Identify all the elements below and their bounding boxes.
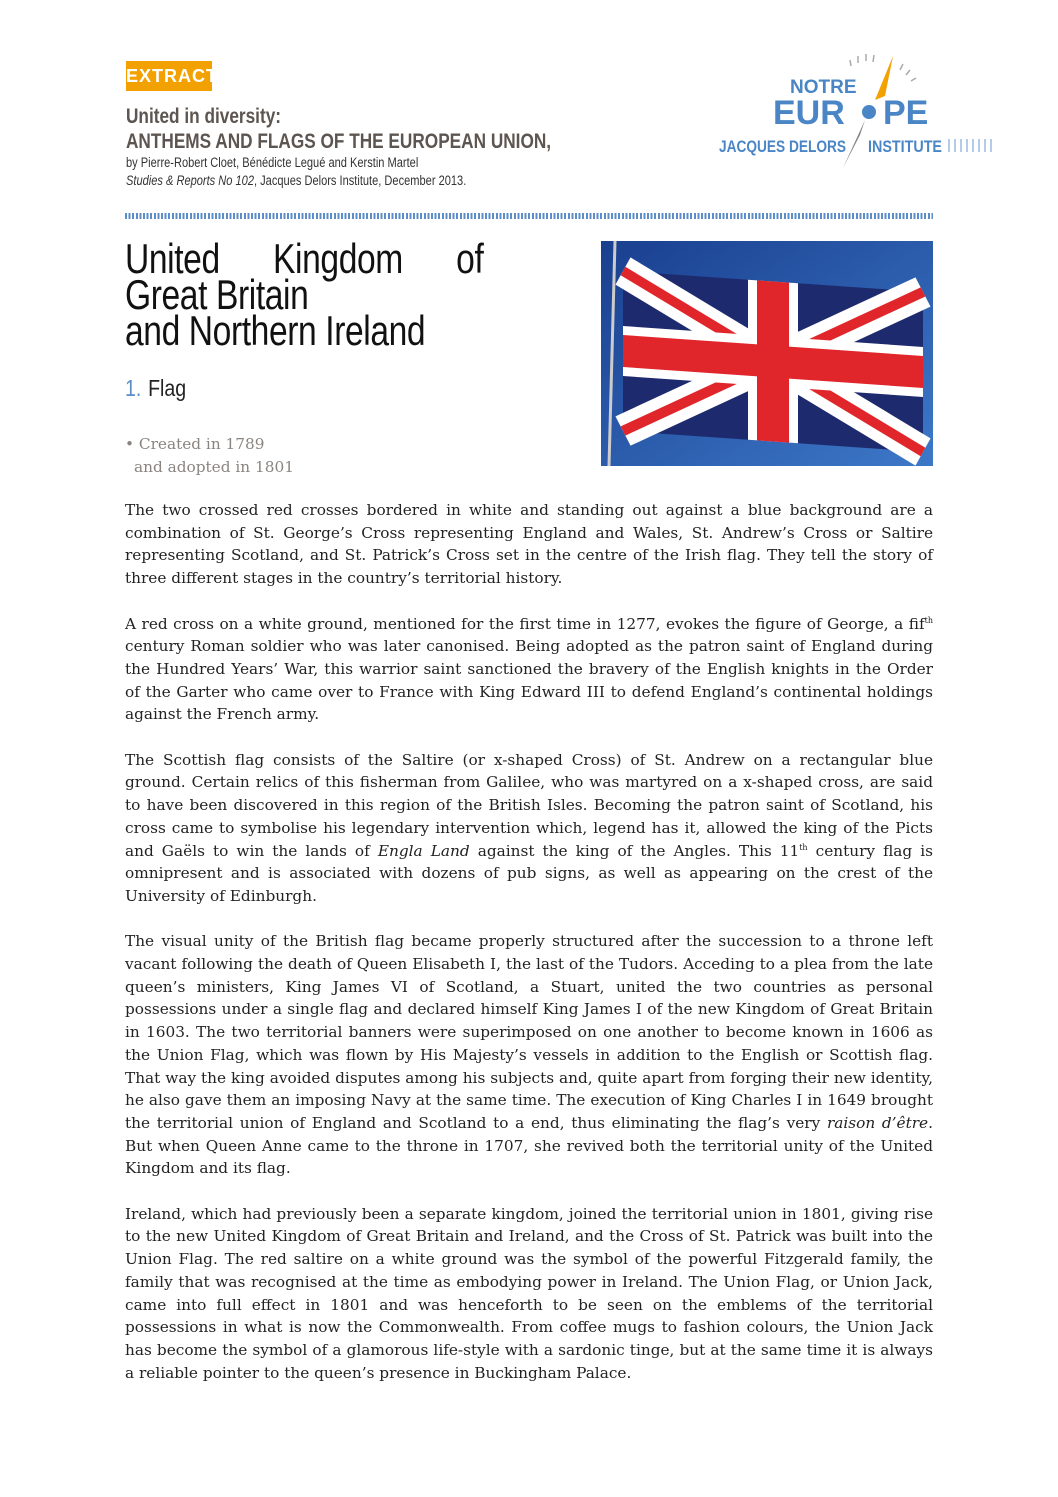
- page-title: [125, 235, 573, 354]
- paragraph-text: The two crossed red crosses bordered in white and standing out against a blue background are a combination of St. George’s Cross representing England and Wales, St. Andrew’s Cross or Saltire representing Scotland, and St. Patrick’s Cross set in the centre of the Irish flag. They tell the story of three different stages in the country’s territorial history.: [125, 501, 933, 588]
- logo-jacques-delors: JACQUES DELORS: [719, 137, 846, 156]
- logo-pe: PE: [883, 94, 929, 132]
- publication-header: [126, 104, 551, 190]
- paragraph-text: . But when Queen Anne came to the throne in 1707, she revived both the territorial unity of the United Kingdom and its flag.: [125, 1113, 933, 1178]
- italic-text: Engla Land: [377, 841, 470, 860]
- union-jack-photo: [601, 241, 933, 466]
- fact-adopted: and adopted in 1801: [134, 458, 294, 476]
- paragraph-text: century flag is omnipresent and is associated with dozens of pub signs, as well as appearing on the crest of the University of Edinburgh.: [125, 841, 934, 905]
- series-name: Studies & Reports No 102: [126, 173, 254, 188]
- fact-created: Created in 1789: [138, 435, 265, 453]
- paragraph-text: A red cross on a white ground, mentioned for the first time in 1277, evokes the figure of George, a fif: [125, 614, 925, 633]
- citation-rest: , Jacques Delors Institute, December 2013.: [253, 173, 467, 188]
- paragraph-text: Ireland, which had previously been a separate kingdom, joined the territorial union in 1801, giving rise to the new United Kingdom of Great Britain and Ireland, and the Cross of St. Patrick was built into the Union Flag. The red saltire on a white ground was the symbol of the powerful Fitzgerald family, the family that was recognised at the time as embodying power in Ireland. The Union Flag, or Union Jack, came into full effect in 1801 and was henceforth to be seen on the emblems of the territorial possessions in what is now the Commonwealth. From coffee mugs to fashion colours, the Union Jack has become the symbol of a glamorous life-style with a sardonic tinge, but at the same time it is always a reliable pointer to the queen’s presence in Buckingham Palace.: [125, 1204, 933, 1382]
- dotted-divider: [125, 213, 933, 219]
- paragraph-text: century Roman soldier who was later canonised. Being adopted as the patron saint of England during the Hundred Years’ War, this warrior saint sanctioned the bravery of the English knights in the Order of the Garter who came over to France with King Edward III to defend England’s continental holdings against the French army.: [125, 637, 933, 724]
- title-line-2: and Northern Ireland: [125, 307, 426, 354]
- italic-text: raison d’être: [826, 1113, 929, 1132]
- publication-title: ANTHEMS AND FLAGS OF THE EUROPEAN UNION,: [126, 130, 552, 153]
- paragraph-text: The visual unity of the British flag became properly structured after the succession to a throne left vacant following the death of Queen Elisabeth I, the last of the Tudors. Acceding to a plea from the late queen’s ministers, King James VI of Scotland, a Stuart, united the two countries as personal possessions under a single flag and declared himself King James I of the new Kingdom of Great Britain in 1603. The two territorial banners were superimposed on one another to become known in 1606 as the Union Flag, which was flown by His Majesty’s vessels in addition to the English or Scottish flag. That way the king avoided disputes among his subjects and, quite apart from forging their new identity, he also gave them an imposing Navy at the same time. The execution of King Charles I in 1649 brought the territorial union of England and Scotland to a end, thus eliminating the flag’s very: [125, 932, 933, 1132]
- superscript: th: [799, 842, 808, 852]
- flag-figure: [573, 241, 933, 495]
- title-line-1: United Kingdom of Great Britain: [125, 235, 484, 318]
- superscript: th: [924, 615, 933, 625]
- paragraph-text: The Scottish flag consists of the Saltire (or x-shaped Cross) of St. Andrew on a rectangular blue ground. Certain relics of this fisherman from Galilee, who was martyred on a x-shaped cross, are said to have been discovered in this region of the British Isles. Becoming the patron saint of Scotland, his cross came to symbolise his legendary intervention which, legend has it, allowed the king of the Picts and Gaëls to win the lands of: [125, 750, 933, 860]
- notre-europe-logo: [715, 50, 1000, 175]
- section-number: 1.: [125, 375, 142, 401]
- paragraph-5: [125, 1203, 933, 1385]
- paragraph-1: [125, 499, 933, 590]
- paragraph-2: [125, 613, 933, 727]
- citation: [126, 172, 551, 190]
- section-title: Flag: [148, 375, 187, 401]
- authors: by Pierre-Robert Cloet, Bénédicte Legué and Kerstin Martel: [126, 155, 419, 170]
- logo-institute: INSTITUTE: [868, 137, 942, 156]
- logo-notre: NOTRE: [790, 77, 857, 98]
- paragraph-3: [125, 749, 933, 908]
- section-heading: [125, 375, 812, 401]
- extract-badge: EXTRACT: [126, 61, 212, 91]
- logo-eur: EUR: [773, 94, 845, 132]
- paragraph-text: against the king of the Angles. This 11: [469, 841, 800, 860]
- series-title: United in diversity:: [126, 105, 282, 128]
- paragraph-4: [125, 930, 933, 1180]
- fact-line: • Created in 1789: [125, 435, 265, 453]
- article: [125, 235, 934, 1407]
